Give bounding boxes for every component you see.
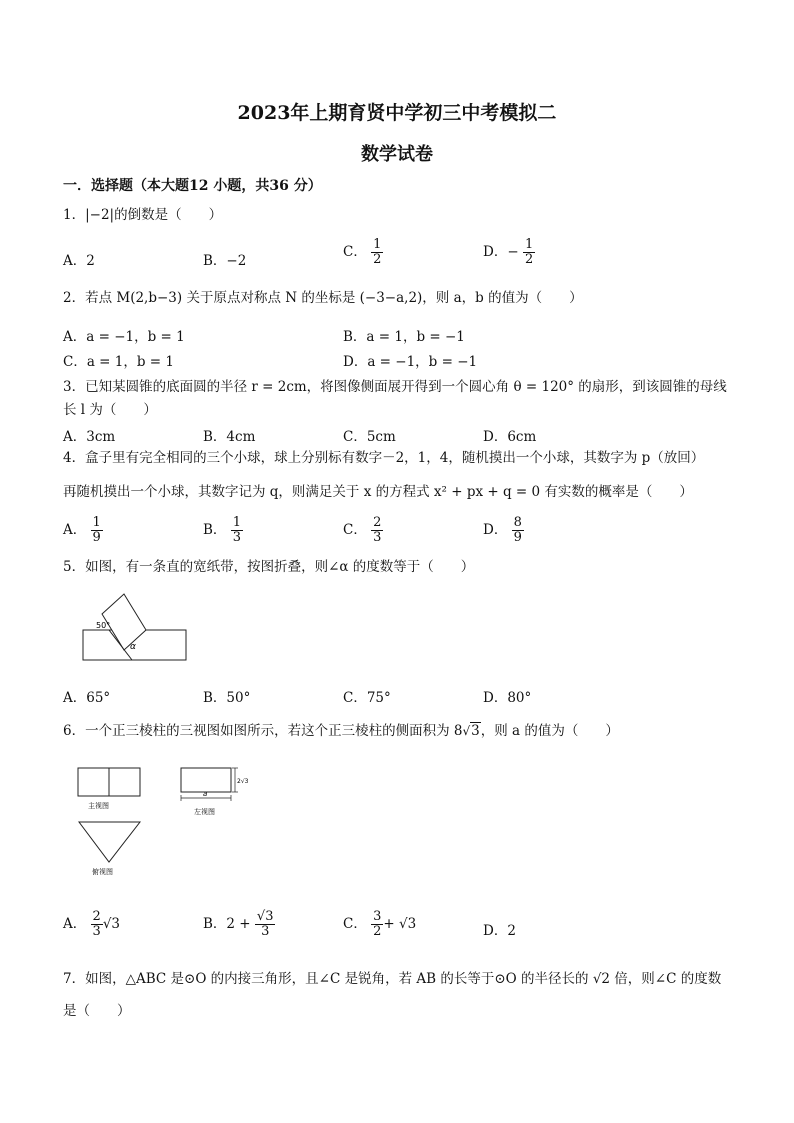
q2-option-a: A．a = −1，b = 1 <box>63 329 185 345</box>
q1-d-fraction: $\frac{1}{2}$ <box>524 237 534 267</box>
q5-option-b: B．50° <box>203 690 251 706</box>
q1-option-d: D．− $\frac{1}{2}$ <box>483 237 534 267</box>
folded-paper-strip-figure <box>80 592 192 664</box>
q4-b-fraction: $\frac{1}{3}$ <box>232 515 241 545</box>
q1-option-c: C． $\frac{1}{2}$ <box>343 237 382 267</box>
question-7-line-2: 是（ ） <box>63 1003 131 1019</box>
q6-a-fraction: $\frac{2}{3}$ <box>92 909 101 939</box>
q6-option-c: C． $\frac{3}{2}$ + √3 <box>343 909 417 939</box>
q1-option-a: A．2 <box>63 253 95 269</box>
question-2: 2．若点 M(2,b−3) 关于原点对称点 N 的坐标是 (−3−a,2)，则 a，b 的值为（ ） <box>63 290 583 306</box>
q1-option-b: B．−2 <box>203 253 247 269</box>
exam-title: 2023年上期育贤中学初三中考模拟二 <box>237 102 557 124</box>
q6-c-fraction: $\frac{3}{2}$ <box>373 909 382 939</box>
q2-option-c: C．a = 1，b = 1 <box>63 354 174 370</box>
height-dimension: 2√3 <box>237 778 249 785</box>
q3-option-c: C．5cm <box>343 429 396 445</box>
q3-option-d: D．6cm <box>483 429 537 445</box>
q5-option-c: C．75° <box>343 690 391 706</box>
question-1 <box>63 205 222 225</box>
q4-option-a: A． $\frac{1}{9}$ <box>63 515 101 545</box>
width-dimension: a <box>203 790 208 798</box>
q6-option-d: D．2 <box>483 923 516 939</box>
top-view-label: 俯视图 <box>92 868 113 876</box>
top-view <box>79 822 140 862</box>
q2-option-d: D．a = −1，b = −1 <box>343 354 478 370</box>
alpha-label: α <box>130 642 136 652</box>
question-6: 6．一个正三棱柱的三视图如图所示，若这个正三棱柱的侧面积为 8√3，则 a 的值为（ ） <box>63 723 619 739</box>
question-3-line-2: 长 l 为（ ） <box>63 402 157 418</box>
q5-option-d: D．80° <box>483 690 532 706</box>
q4-option-b: B． $\frac{1}{3}$ <box>203 515 241 545</box>
q6-option-b: B．2 + $\frac{√3}{3}$ <box>203 909 274 939</box>
q1-prefix: 1． <box>63 207 86 223</box>
side-view <box>181 768 231 792</box>
question-3-line-1: 3．已知某圆锥的底面圆的半径 r = 2cm，将图像侧面展开得到一个圆心角 θ = 120° 的扇形，到该圆锥的母线 <box>63 379 727 395</box>
q4-a-fraction: $\frac{1}{9}$ <box>92 515 101 545</box>
question-4-line-2: 再随机摸出一个小球，其数字记为 q，则满足关于 x 的方程式 x² + px + q = 0 有实数的概率是（ ） <box>63 484 693 500</box>
q1-expression: |−2| <box>85 207 115 223</box>
front-view-label: 主视图 <box>88 802 109 810</box>
three-views-figure <box>74 762 254 880</box>
q4-option-d: D． $\frac{8}{9}$ <box>483 515 522 545</box>
q6-sqrt-value: 3 <box>471 723 480 739</box>
side-view-label: 左视图 <box>194 808 215 816</box>
section-heading: 一．选择题（本大题12 小题，共36 分） <box>63 178 322 194</box>
question-4-line-1: 4．盒子里有完全相同的三个小球，球上分别标有数字－2，1，4，随机摸出一个小球，其数字为 p（放回） <box>63 450 705 466</box>
q1-c-fraction: $\frac{1}{2}$ <box>373 237 382 267</box>
exam-subtitle: 数学试卷 <box>361 144 433 165</box>
q6-option-a: A． $\frac{2}{3}$ √3 <box>63 909 121 939</box>
q6-b-fraction: $\frac{√3}{3}$ <box>256 909 274 939</box>
q4-option-c: C． $\frac{2}{3}$ <box>343 515 382 545</box>
q1-text: 的倒数是（ ） <box>114 207 223 223</box>
q5-option-a: A．65° <box>63 690 111 706</box>
q4-d-fraction: $\frac{8}{9}$ <box>513 515 522 545</box>
q4-c-fraction: $\frac{2}{3}$ <box>373 515 382 545</box>
q2-option-b: B．a = 1，b = −1 <box>343 329 465 345</box>
question-5: 5．如图，有一条直的宽纸带，按图折叠，则∠α 的度数等于（ ） <box>63 559 475 575</box>
angle-50-label: 50° <box>96 621 111 630</box>
q3-option-b: B．4cm <box>203 429 256 445</box>
question-7-line-1: 7．如图，△ABC 是⊙O 的内接三角形，且∠C 是锐角，若 AB 的长等于⊙O 的半径长的 √2 倍，则∠C 的度数 <box>63 971 722 987</box>
q3-option-a: A．3cm <box>63 429 116 445</box>
